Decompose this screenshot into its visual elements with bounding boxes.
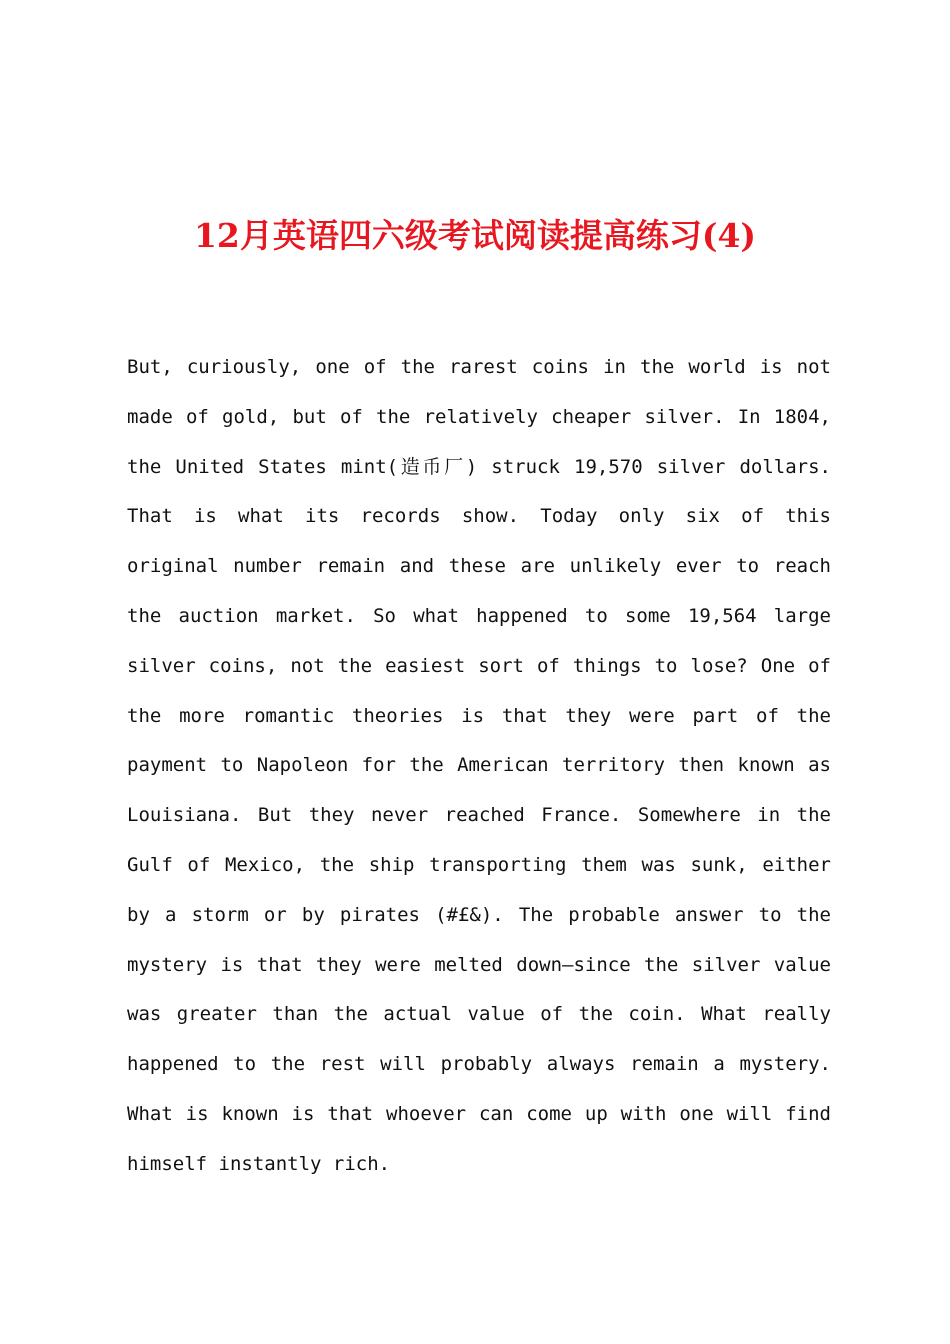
- body-paragraph: But, curiously, one of the rarest coins in the world is not made of gold, but of the relatively cheaper silver. In 1804, the United States mint(造币厂) struck 19,570 silver dollars. That is what its records show. Today only six of this original number remain and these are unlikely ever to reach the auction market. So what happened to some 19,564 large silver coins, not the easiest sort of things to lose? One of the more romantic theories is that they were part of the payment to Napoleon for the American territory then known as Louisiana. But they never reached France. Somewhere in the Gulf of Mexico, the ship transporting them was sunk, either by a storm or by pirates (#£&). The probable answer to the mystery is that they were melted down—since the silver value was greater than the actual value of the coin. What really happened to the rest will probably always remain a mystery. What is known is that whoever can come up with one will find himself instantly rich.: [127, 356, 831, 1175]
- page-title: 12月英语四六级考试阅读提高练习(4): [193, 216, 757, 255]
